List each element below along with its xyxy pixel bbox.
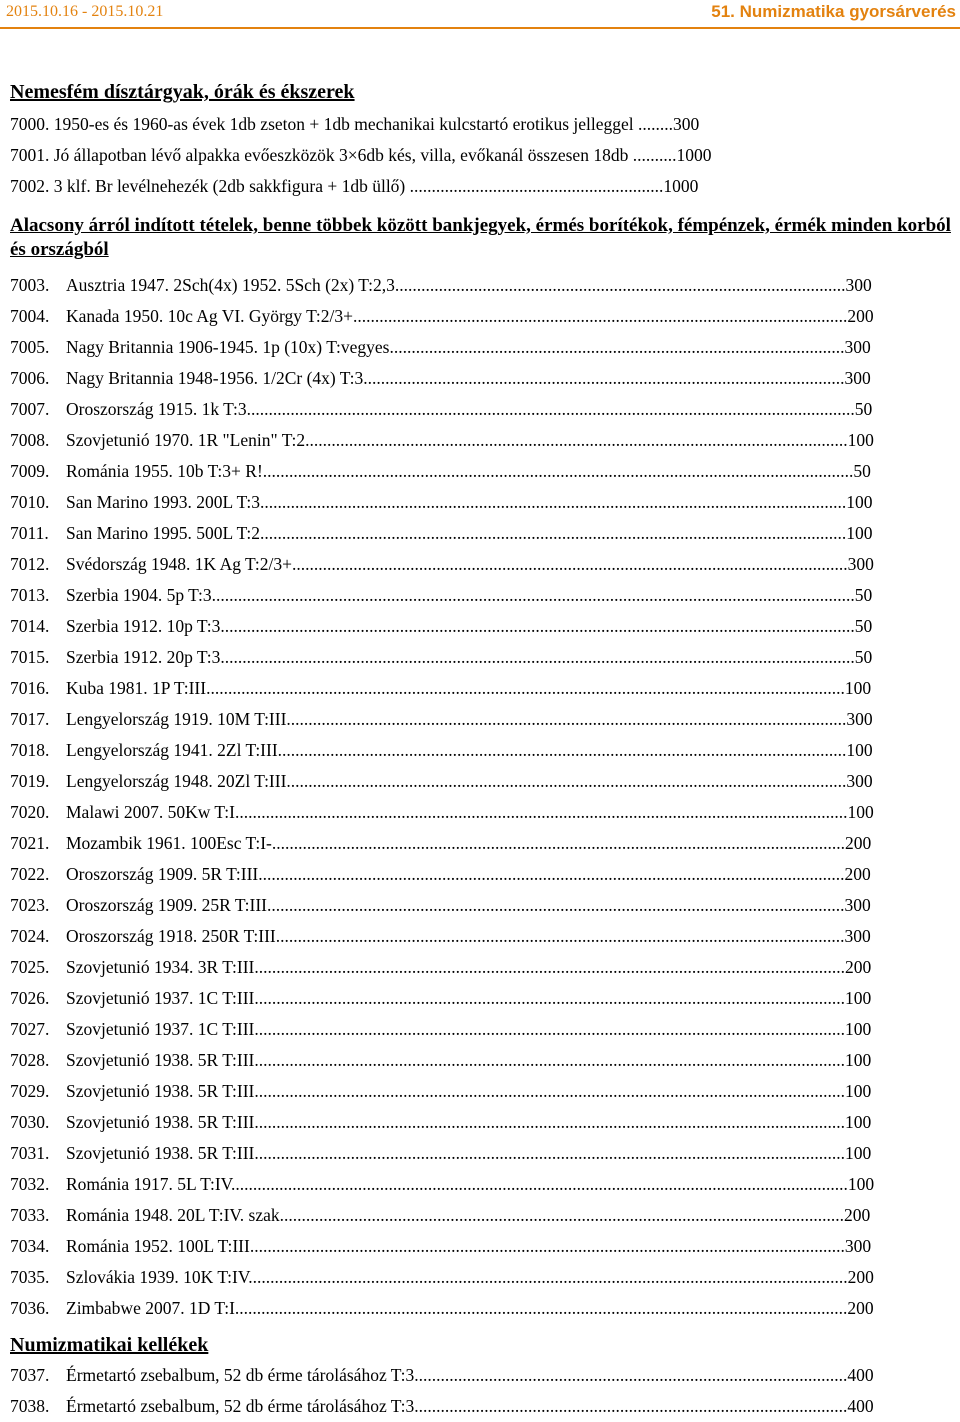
dot-leader: .................................................................................................................................. (275, 926, 845, 946)
lot-start-price: 100 (845, 1081, 872, 1101)
list-item (10, 859, 955, 890)
lot-description: San Marino 1995. 500L T:2 (66, 523, 261, 543)
lot-start-price: 100 (845, 1112, 872, 1132)
section-title-accessories: Numizmatikai kellékek (10, 1334, 209, 1356)
lot-number: 7003. (10, 275, 50, 295)
lot-number: 7021. (10, 833, 50, 853)
dot-leader: ............................................................................................................................................. (231, 1174, 848, 1194)
lot-description: Szovjetunió 1938. 5R T:III (66, 1143, 255, 1163)
lot-number: 7022. (10, 864, 50, 884)
lot-line: 7002. 3 klf. Br levélnehezék (2db sakkfigura + 1db üllő) ..........................................................1000 (10, 176, 699, 196)
list-item (10, 1107, 955, 1138)
list-item (10, 270, 955, 301)
dot-leader: ........................................................................................................................................ (249, 1236, 845, 1256)
lot-number: 7017. (10, 709, 50, 729)
lot-description: Mozambik 1961. 100Esc T:I- (66, 833, 272, 853)
lot-description: Románia 1948. 20L T:IV. szak (66, 1205, 280, 1225)
lot-description: Szovjetunió 1938. 5R T:III (66, 1081, 255, 1101)
page-header (0, 0, 960, 30)
list-item (10, 1231, 955, 1262)
list-item (10, 952, 955, 983)
dot-leader: ........................................................................................................................................... (246, 399, 855, 419)
list-item (10, 363, 955, 394)
lot-number: 7007. (10, 399, 50, 419)
lot-description: Románia 1952. 100L T:III (66, 1236, 250, 1256)
list-item (10, 140, 955, 171)
lot-number: 7037. (10, 1365, 50, 1385)
list-item (10, 332, 955, 363)
dot-leader: ................................................................................................................................ (286, 771, 847, 791)
lot-description: Lengyelország 1941. 2Zl T:III (66, 740, 278, 760)
lot-start-price: 300 (844, 337, 871, 357)
dot-leader: ....................................................................................................................................... (254, 1081, 845, 1101)
dot-leader: ...................................................................................................................................... (258, 864, 845, 884)
lot-description: Szovjetunió 1934. 3R T:III (66, 957, 255, 977)
lot-start-price: 200 (847, 1298, 874, 1318)
lot-start-price: 100 (847, 1174, 875, 1194)
list-item (10, 518, 955, 549)
dot-leader: ....................................................................................................... (394, 275, 846, 295)
lot-start-price: 300 (844, 895, 871, 915)
lot-number: 7012. (10, 554, 50, 574)
lot-number: 7038. (10, 1396, 50, 1416)
lot-description: Szovjetunió 1938. 5R T:III (66, 1112, 255, 1132)
dot-leader: ....................................................................................................................................... (254, 1050, 845, 1070)
dot-leader: ............................................................................................................................................ (234, 1298, 848, 1318)
list-item (10, 487, 955, 518)
dot-leader: ....................................................................................................................................... (254, 988, 845, 1008)
lot-number: 7025. (10, 957, 50, 977)
header-divider (0, 27, 960, 29)
list-item (10, 1293, 955, 1324)
lot-start-price: 400 (847, 1396, 874, 1416)
lot-number: 7024. (10, 926, 50, 946)
lot-number: 7036. (10, 1298, 50, 1318)
lot-number: 7011. (10, 523, 49, 543)
dot-leader: ...................................................................................................................................... (260, 523, 847, 543)
section-title-precious-metals: Nemesfém dísztárgyak, órák és ékszerek (10, 81, 355, 103)
lot-start-price: 200 (844, 864, 871, 884)
list-item (10, 1262, 955, 1293)
dot-leader: ................................................................................................................................ (286, 709, 847, 729)
list-item (10, 394, 955, 425)
lot-start-price: 300 (844, 926, 871, 946)
lot-start-price: 50 (854, 585, 873, 605)
lot-description: Nagy Britannia 1906-1945. 1p (10x) T:vegyes (66, 337, 390, 357)
auction-title: 51. Numizmatika gyorsárverés (711, 2, 956, 21)
list-item (10, 580, 955, 611)
lot-start-price: 50 (854, 616, 873, 636)
lot-description: San Marino 1993. 200L T:3 (66, 492, 261, 512)
lot-number: 7013. (10, 585, 50, 605)
list-item (10, 109, 955, 140)
list-item (10, 921, 955, 952)
list-item (10, 171, 955, 202)
lot-description: Románia 1917. 5L T:IV (66, 1174, 232, 1194)
list-item (10, 1360, 955, 1391)
lot-number: 7023. (10, 895, 50, 915)
lot-number: 7006. (10, 368, 50, 388)
list-item (10, 828, 955, 859)
list-item (10, 549, 955, 580)
lot-description: Oroszország 1909. 25R T:III (66, 895, 267, 915)
lot-number: 7034. (10, 1236, 50, 1256)
dot-leader: ........................................................................................................ (389, 337, 845, 357)
dot-leader: .............................................................................................................. (363, 368, 845, 388)
lot-start-price: 300 (844, 1236, 872, 1256)
lot-number: 7027. (10, 1019, 50, 1039)
lot-number: 7028. (10, 1050, 50, 1070)
lot-description: Szovjetunió 1938. 5R T:III (66, 1050, 255, 1070)
list-item (10, 1138, 955, 1169)
lot-description: Kanada 1950. 10c Ag VI. György T:2/3+ (66, 306, 354, 326)
dot-leader: ................................................................................................................................... (271, 833, 845, 853)
lot-description: Malawi 2007. 50Kw T:I (66, 802, 235, 822)
lot-start-price: 100 (846, 523, 873, 543)
lot-description: Szovjetunió 1937. 1C T:III (66, 1019, 255, 1039)
list-item (10, 890, 955, 921)
dot-leader: ................................................................................................................................................. (220, 647, 855, 667)
list-item (10, 704, 955, 735)
lot-number: 7033. (10, 1205, 50, 1225)
lot-description: Oroszország 1918. 250R T:III (66, 926, 276, 946)
lot-start-price: 300 (846, 771, 873, 791)
lot-start-price: 300 (845, 275, 872, 295)
dot-leader: ...................................................................................................................................... (267, 461, 854, 481)
lot-start-price: 50 (853, 461, 871, 481)
dot-leader: ................................................................................................................. (353, 306, 848, 326)
lot-description: Szovjetunió 1970. 1R "Lenin" T:2 (66, 430, 306, 450)
lot-description: Érmetartó zsebalbum, 52 db érme tárolásához T:3 (66, 1396, 415, 1416)
list-item (10, 456, 955, 487)
list-item (10, 983, 955, 1014)
lot-start-price: 100 (847, 430, 874, 450)
lot-number: 7014. (10, 616, 50, 636)
lot-line: 7000. 1950-es és 1960-as évek 1db zseton + 1db mechanikai kulcstartó erotikus jelleggel ........300 (10, 114, 700, 134)
dot-leader: ............................................................................................................................... (291, 554, 848, 574)
lot-number: 7016. (10, 678, 50, 698)
dot-leader: ................................................................................................... (414, 1365, 848, 1385)
lot-description: Zimbabwe 2007. 1D T:I (66, 1298, 235, 1318)
dot-leader: ................................................................................................................................................. (220, 616, 855, 636)
lot-number: 7010. (10, 492, 50, 512)
list-item (10, 735, 955, 766)
dot-leader: .................................................................................................................................................. (206, 678, 845, 698)
lot-start-price: 100 (844, 678, 872, 698)
lot-start-price: 300 (847, 554, 874, 574)
lot-number: 7019. (10, 771, 50, 791)
lot-start-price: 200 (847, 306, 874, 326)
dot-leader: ...................................................................................................................................... (260, 492, 847, 512)
lot-description: Szerbia 1912. 10p T:3 (66, 616, 221, 636)
lot-description: Szerbia 1912. 20p T:3 (66, 647, 221, 667)
dot-leader: ......................................................................................................................................... (248, 1267, 848, 1287)
list-item (10, 673, 955, 704)
lot-description: Oroszország 1909. 5R T:III (66, 864, 259, 884)
lot-number: 7009. (10, 461, 50, 481)
lot-number: 7031. (10, 1143, 50, 1163)
lot-start-price: 100 (846, 740, 873, 760)
lot-start-price: 100 (845, 1050, 872, 1070)
lot-description: Kuba 1981. 1P T:III (66, 678, 207, 698)
list-item (10, 1045, 955, 1076)
dot-leader: ................................................................................................................................. (279, 1205, 845, 1225)
dot-leader: ....................................................................................................................................... (254, 957, 845, 977)
lot-start-price: 100 (845, 1019, 872, 1039)
lot-number: 7035. (10, 1267, 50, 1287)
dot-leader: ....................................................................................................................................... (254, 1019, 845, 1039)
lot-line: 7001. Jó állapotban lévő alpakka evőeszközök 3×6db kés, villa, evőkanál összesen 18db ..........1000 (10, 145, 712, 165)
section-title-low-start: Alacsony árról indított tételek, benne többek között bankjegyek, érmés borítékok, fémpénzek, érmék minden korból és országból (10, 215, 951, 260)
list-item (10, 1076, 955, 1107)
lot-description: Románia 1955. 10b T:3+ R!. (66, 461, 268, 481)
dot-leader: ....................................................................................................................................... (254, 1143, 845, 1163)
dot-leader: .................................................................................................................................. (277, 740, 847, 760)
lot-description: Szovjetunió 1937. 1C T:III (66, 988, 255, 1008)
lot-start-price: 300 (844, 368, 871, 388)
list-item (10, 611, 955, 642)
list-item (10, 1014, 955, 1045)
lot-start-price: 100 (847, 802, 874, 822)
lot-description: Oroszország 1915. 1k T:3 (66, 399, 247, 419)
lot-description: Svédország 1948. 1K Ag T:2/3+ (66, 554, 292, 574)
lot-number: 7029. (10, 1081, 50, 1101)
lot-description: Érmetartó zsebalbum, 52 db érme tárolásához T:3 (66, 1365, 415, 1385)
lot-start-price: 200 (844, 833, 872, 853)
lot-start-price: 100 (845, 1143, 872, 1163)
list-item (10, 1169, 955, 1200)
lot-description: Lengyelország 1948. 20Zl T:III (66, 771, 287, 791)
lot-description: Szerbia 1904. 5p T:3 (66, 585, 212, 605)
lot-number: 7032. (10, 1174, 50, 1194)
catalog-content (10, 78, 955, 1422)
lot-number: 7004. (10, 306, 50, 326)
lot-start-price: 200 (845, 957, 872, 977)
list-item (10, 766, 955, 797)
list-item (10, 642, 955, 673)
lot-start-price: 200 (844, 1205, 871, 1225)
lot-number: 7015. (10, 647, 50, 667)
lot-description: Nagy Britannia 1948-1956. 1/2Cr (4x) T:3 (66, 368, 364, 388)
lot-start-price: 100 (845, 988, 872, 1008)
list-item (10, 1391, 955, 1422)
dot-leader: ....................................................................................................................................... (254, 1112, 845, 1132)
lot-number: 7030. (10, 1112, 50, 1132)
lot-number: 7026. (10, 988, 50, 1008)
dot-leader: ................................................................................................... (414, 1396, 848, 1416)
lot-number: 7008. (10, 430, 50, 450)
lot-start-price: 400 (847, 1365, 874, 1385)
lot-number: 7005. (10, 337, 50, 357)
lot-start-price: 200 (847, 1267, 874, 1287)
lot-description: Szlovákia 1939. 10K T:IV (66, 1267, 249, 1287)
date-range: 2015.10.16 - 2015.10.21 (6, 3, 164, 20)
lot-start-price: 50 (854, 399, 873, 419)
dot-leader: ................................................................................................................................................... (211, 585, 855, 605)
dot-leader: ............................................................................................................................ (305, 430, 848, 450)
dot-leader: .................................................................................................................................... (267, 895, 845, 915)
list-item (10, 1200, 955, 1231)
lot-description: Lengyelország 1919. 10M T:III (66, 709, 287, 729)
lot-start-price: 300 (846, 709, 873, 729)
list-item (10, 425, 955, 456)
lot-start-price: 100 (846, 492, 873, 512)
lot-description: Ausztria 1947. 2Sch(4x) 1952. 5Sch (2x) T:2,3 (66, 275, 395, 295)
lot-start-price: 50 (854, 647, 873, 667)
dot-leader: ............................................................................................................................................ (234, 802, 848, 822)
lot-number: 7020. (10, 802, 50, 822)
list-item (10, 301, 955, 332)
list-item (10, 797, 955, 828)
lot-number: 7018. (10, 740, 50, 760)
